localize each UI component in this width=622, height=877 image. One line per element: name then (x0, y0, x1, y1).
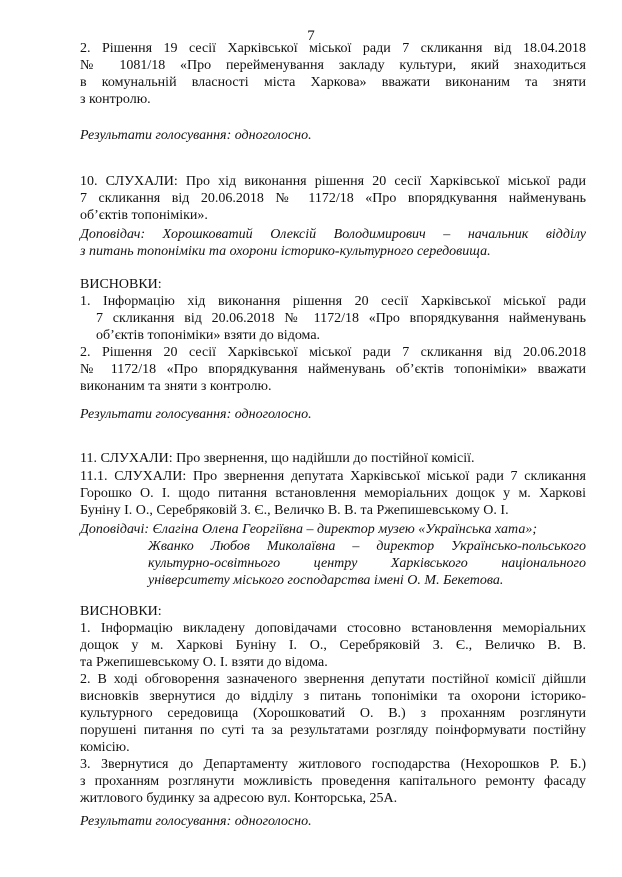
item-11-speakers (80, 521, 586, 589)
conclusion-line: дощок у м. Харкові Буніну І. О., Серебряковій З. Є., Величко В. В. (80, 638, 586, 653)
conclusion-line: 3. Звернутися до Департаменту житлового господарства (Нехорошков Р. Б.) (80, 757, 586, 772)
item-11-1-line: 11.1. СЛУХАЛИ: Про звернення депутата Харківської міської ради 7 скликання (80, 469, 586, 484)
conclusion-line: висновків звернутися до відділу з питань топоніміки та охорони історико- (80, 689, 586, 704)
vote-result-1: Результати голосування: одноголосно. (80, 128, 312, 143)
page-number: 7 (307, 28, 315, 44)
item-11-1-line: Буніну І. О., Серебряковій З. Є., Величко В. В. та Ржепишевському О. І. (80, 503, 509, 518)
item-10-heard (80, 173, 586, 224)
speaker-line: з питань топоніміки та охорони історико-культурного середовища. (80, 244, 491, 259)
conclusion-line: 1. Інформацію хід виконання рішення 20 сесії Харківської міської ради (80, 294, 586, 309)
conclusions-11-title: ВИСНОВКИ: (80, 604, 162, 619)
conclusion-line: № 1172/18 «Про впорядкування найменувань об’єктів топоніміки» вважати (80, 362, 586, 377)
conclusions-11-list (80, 620, 586, 807)
decision-2-paragraph (80, 40, 586, 108)
decision-2-line: з контролю. (80, 92, 151, 107)
vote-result-2: Результати голосування: одноголосно. (80, 407, 312, 422)
conclusion-line: та Ржепишевському О. І. взяти до відома. (80, 655, 328, 670)
decision-2-line: в комунальній власності міста Харкова» вважати виконаним та зняти (80, 75, 586, 90)
conclusion-line: 7 скликання від 20.06.2018 № 1172/18 «Про впорядкування найменувань (96, 311, 586, 326)
conclusion-line: порушені питання по суті та за результатами розгляду поінформувати постійну (80, 723, 586, 738)
item-10-line: об’єктів топоніміки». (80, 208, 208, 223)
conclusion-line: 2. В ході обговорення зазначеного звернення депутати постійної комісії дійшли (80, 672, 586, 687)
conclusion-line: виконаним та зняти з контролю. (80, 379, 272, 394)
vote-result-3: Результати голосування: одноголосно. (80, 814, 312, 829)
item-10-line: 7 скликання від 20.06.2018 № 1172/18 «Про впорядкування найменувань (80, 191, 586, 206)
conclusion-line: з проханням розглянути можливість проведення капітального ремонту фасаду (80, 774, 586, 789)
conclusions-10-list (80, 293, 586, 395)
speaker-line: університету міського господарства імені О. М. Бекетова. (148, 573, 504, 588)
decision-2-line: 2. Рішення 19 сесії Харківської міської ради 7 скликання від 18.04.2018 (80, 41, 586, 56)
conclusion-line: комісію. (80, 740, 130, 755)
speaker-line: Жванко Любов Миколаївна – директор Українсько-польського (148, 539, 586, 554)
decision-2-line: № 1081/18 «Про перейменування закладу культури, який знаходиться (80, 58, 586, 73)
speaker-line: Доповідач: Хорошковатий Олексій Володимирович – начальник відділу (80, 227, 586, 242)
item-10-line: 10. СЛУХАЛИ: Про хід виконання рішення 20 сесії Харківської міської ради (80, 174, 586, 189)
conclusion-line: 2. Рішення 20 сесії Харківської міської ради 7 скликання від 20.06.2018 (80, 345, 586, 360)
item-11-1-heard (80, 468, 586, 519)
speaker-line: Доповідачі: Єлагіна Олена Георгіївна – директор музею «Українська хата»; (80, 522, 537, 537)
speaker-line: культурно-освітнього центру Харківського національного (148, 556, 586, 571)
conclusion-line: об’єктів топоніміки» взяти до відома. (96, 328, 321, 343)
item-11-heard: 11. СЛУХАЛИ: Про звернення, що надійшли до постійної комісії. (80, 451, 475, 466)
item-11-1-line: Горошко О. І. щодо питання встановлення меморіальних дощок у м. Харкові (80, 486, 586, 501)
item-10-speaker (80, 226, 586, 260)
conclusion-line: 1. Інформацію викладену доповідачами стосовно встановлення меморіальних (80, 621, 586, 636)
conclusion-line: культурного середовища (Хорошковатий О. В.) з проханням розглянути (80, 706, 586, 721)
conclusion-line: житлового будинку за адресою вул. Конторська, 25А. (80, 791, 398, 806)
conclusions-10-title: ВИСНОВКИ: (80, 277, 162, 292)
